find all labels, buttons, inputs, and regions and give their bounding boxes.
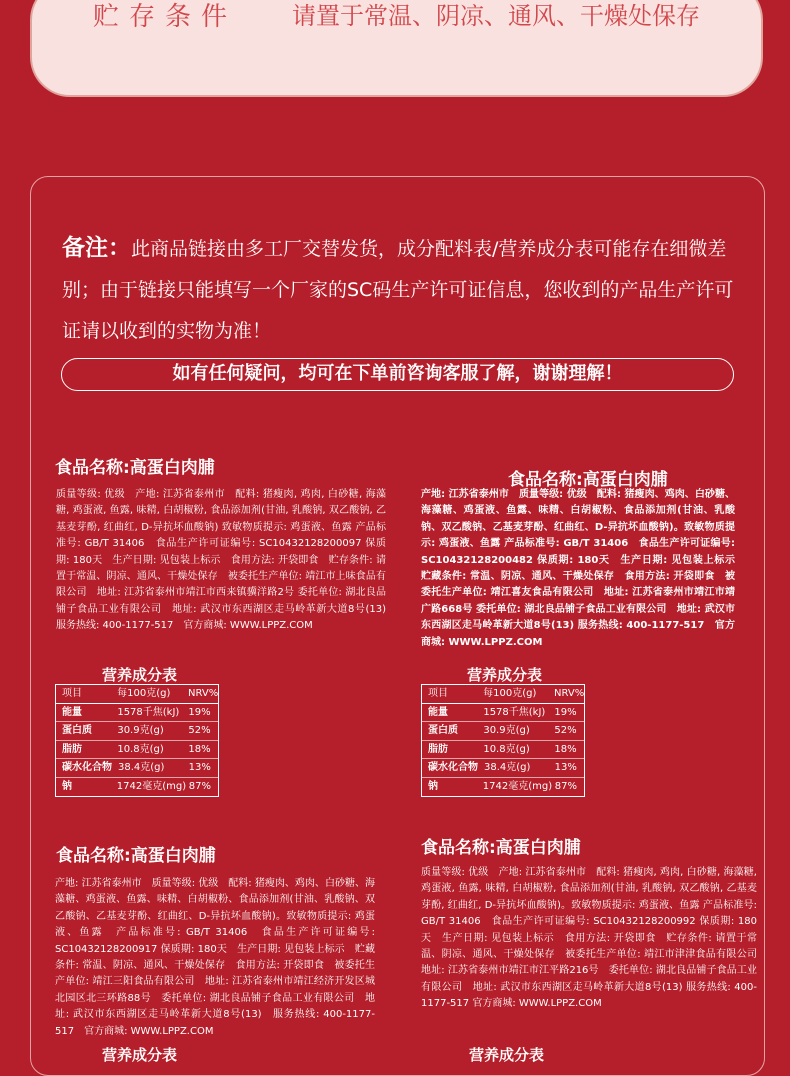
nutrition-row <box>56 759 218 778</box>
product-title: 食品名称:高蛋白肉脯 <box>55 458 215 478</box>
nutrient-nrv: 52% <box>554 725 577 737</box>
nutrient-amount: 1742毫克(mg) <box>116 780 187 792</box>
nutrient-nrv: 87% <box>188 780 211 792</box>
storage-label: 贮存条件 <box>93 2 238 32</box>
nutrition-row <box>56 704 218 723</box>
nutrient-name: 碳水化合物 <box>428 762 478 774</box>
nutrient-name: 能量 <box>62 706 82 718</box>
nutrient-amount: 10.8克(g) <box>117 743 164 755</box>
nutrient-amount: 38.4克(g) <box>484 762 531 774</box>
nutrition-title: 营养成分表 <box>102 666 178 684</box>
nutrient-nrv: 19% <box>554 706 577 718</box>
nutrient-name: 钠 <box>62 780 72 792</box>
nutrition-header: 项目 <box>62 688 82 699</box>
nutrient-amount: 38.4克(g) <box>118 762 165 774</box>
nutrient-name: 碳水化合物 <box>62 762 112 774</box>
nutrition-row <box>56 778 218 796</box>
product-details: 质量等级: 优级 产地: 江苏省泰州市 配料: 猪瘦肉, 鸡肉, 白砂糖, 海藻糖, 鸡蛋液, 鱼露, 味精, 白胡椒粉, 食品添加剂(甘油, 乳酸钠, 双乙酸钠, 乙基麦芽酚, 红曲红, D-异抗坏血酸钠) 致敏物质提示: 鸡蛋液、鱼露 产品标准号: GB/T 31406 食品生产许可证编号: SC10432128200097 保质期: 180天 生产日期: 见包装上标示 食用方法: 开袋即食 贮存条件: 请置于常温、阴凉、通风、干燥处保存 被委托生产单位: 靖江市上味食品有限公司 地址: 江苏省泰州市靖江市西来镇骥洋路2号 委托单位: 湖北良品铺子食品工业有限公司 地址: 武汉市东西湖区走马岭革新大道8号(13) 服务热线: 400-1177-517 官方商城: WWW.LPPZ.COM <box>56 489 396 632</box>
note-title: 备注： <box>62 235 131 261</box>
nutrition-row <box>422 704 584 723</box>
nutrient-amount: 30.9克(g) <box>483 725 530 737</box>
product-title: 食品名称:高蛋白肉脯 <box>421 838 581 858</box>
nutrition-row <box>422 778 584 796</box>
nutrition-header: 每100克(g) <box>483 688 537 699</box>
product-title: 食品名称:高蛋白肉脯 <box>56 846 216 866</box>
nutrient-amount: 10.8克(g) <box>483 743 530 755</box>
nutrition-row <box>56 722 218 741</box>
nutrition-header-row <box>422 685 584 704</box>
nutrition-row <box>56 741 218 760</box>
nutrient-amount: 1578千焦(kJ) <box>117 706 180 718</box>
product-details: 产地: 江苏省泰州市 质量等级: 优级 配料: 猪瘦肉、鸡肉、白砂糖、海藻糖、鸡蛋液、鱼露、味精、白胡椒粉、食品添加剂(甘油、乳酸钠、双乙酸钠、乙基麦芽酚、红曲红、D-异抗坏血酸钠)。致敏物质提示: 鸡蛋液、鱼露 产品标准号: GB/T 31406 食品生产许可证编号: SC10432128200482 保质期: 180天 生产日期: 见包装上标示 贮藏条件: 常温、阴凉、通风、干燥处保存 食用方法: 开袋即食 被委托生产单位: 靖江喜友食品有限公司 地址: 江苏省泰州市靖江市靖广路668号 委托单位: 湖北良品铺子食品工业有限公司 地址: 武汉市东西湖区走马岭革新大道8号(13) 服务热线: 400-1177-517 官方商城: WWW.LPPZ.COM <box>421 489 745 648</box>
notice-banner: 如有任何疑问，均可在下单前咨询客服了解，谢谢理解！ <box>61 358 734 391</box>
nutrition-header-row <box>56 685 218 704</box>
nutrient-nrv: 87% <box>554 780 577 792</box>
nutrition-row <box>422 722 584 741</box>
nutrition-title: 营养成分表 <box>467 666 543 684</box>
nutrient-nrv: 13% <box>188 762 211 774</box>
nutrient-name: 蛋白质 <box>62 725 92 737</box>
product-title: 食品名称:高蛋白肉脯 <box>508 470 668 490</box>
nutrient-amount: 1742毫克(mg) <box>482 780 553 792</box>
nutrition-title: 营养成分表 <box>102 1046 178 1064</box>
nutrient-nrv: 52% <box>188 725 211 737</box>
nutrition-header: NRV% <box>188 688 219 699</box>
nutrition-header: 每100克(g) <box>117 688 171 699</box>
note-block <box>62 228 742 352</box>
nutrient-nrv: 18% <box>554 743 577 755</box>
nutrient-name: 脂肪 <box>428 743 448 755</box>
product-details: 产地: 江苏省泰州市 质量等级: 优级 配料: 猪瘦肉、鸡肉、白砂糖、海藻糖、鸡蛋液、鱼露、味精、白胡椒粉、食品添加剂(甘油、乳酸钠、双乙酸钠、乙基麦芽酚、红曲红、D-异抗坏血酸钠)。致敏物质提示: 鸡蛋液、鱼露 产品标准号: GB/T 31406 食品生产许可证编号: SC10432128200917 保质期: 180天 生产日期: 见包装上标示 贮藏条件: 常温、阴凉、通风、干燥处保存 食用方法: 开袋即食 被委托生产单位: 靖江三阳食品有限公司 地址: 江苏省泰州市靖江经济开发区城北园区北三环路88号 委托单位: 湖北良品铺子食品工业有限公司 地址: 武汉市东西湖区走马岭革新大道8号(13) 服务热线: 400-1177-517 官方商城: WWW.LPPZ.COM <box>55 878 375 1037</box>
nutrition-table <box>55 684 219 797</box>
nutrient-amount: 1578千焦(kJ) <box>483 706 546 718</box>
product-details: 质量等级: 优级 产地: 江苏省泰州市 配料: 猪瘦肉, 鸡肉, 白砂糖, 海藻糖, 鸡蛋液, 鱼露, 味精, 白胡椒粉, 食品添加剂(甘油, 乳酸钠, 双乙酸钠, 乙基麦芽酚, 红曲红, D-异抗坏血酸钠)。致敏物质提示: 鸡蛋液、鱼露 产品标准号: GB/T 31406 食品生产许可证编号: SC10432128200992 保质期: 180天 生产日期: 见包装上标示 食用方法: 开袋即食 贮存条件: 请置于常温、阴凉、通风、干燥处保存 被委托生产单位: 靖江市津津食品有限公司 地址: 江苏省泰州市靖江市江平路216号 委托单位: 湖北良品铺子食品工业有限公司 地址: 武汉市东西湖区走马岭革新大道8号(13) 服务热线: 400-1177-517 官方商城: WWW.LPPZ.COM <box>421 867 767 1010</box>
nutrient-name: 钠 <box>428 780 438 792</box>
note-text: 此商品链接由多工厂交替发货，成分配料表/营养成分表可能存在细微差别；由于链接只能填写一个厂家的SC码生产许可证信息，您收到的产品生产许可证请以收到的实物为准！ <box>62 238 734 342</box>
nutrient-name: 蛋白质 <box>428 725 458 737</box>
nutrient-name: 脂肪 <box>62 743 82 755</box>
nutrition-header: 项目 <box>428 688 448 699</box>
nutrition-header: NRV% <box>554 688 585 699</box>
nutrition-row <box>422 759 584 778</box>
nutrient-amount: 30.9克(g) <box>117 725 164 737</box>
storage-value: 请置于常温、阴凉、通风、干燥处保存 <box>292 2 700 30</box>
nutrient-nrv: 18% <box>188 743 211 755</box>
nutrition-title: 营养成分表 <box>469 1046 545 1064</box>
nutrient-nrv: 19% <box>188 706 211 718</box>
nutrition-table <box>421 684 585 797</box>
nutrient-nrv: 13% <box>554 762 577 774</box>
nutrient-name: 能量 <box>428 706 448 718</box>
nutrition-row <box>422 741 584 760</box>
